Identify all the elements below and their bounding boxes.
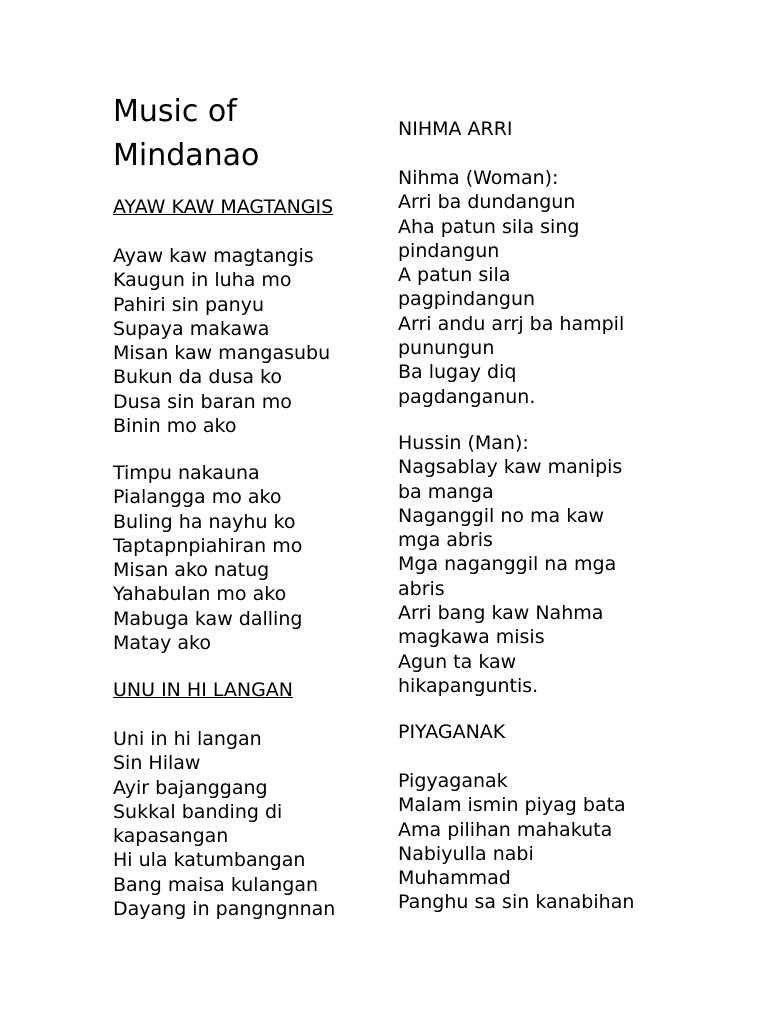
lyric-line: Matay ako [113, 632, 212, 655]
lyric-line: Ayaw kaw magtangis [113, 245, 314, 267]
lyric-line: Dayang in pangngnnan [113, 898, 336, 921]
lyric-line: mga abris [398, 529, 493, 552]
lyric-line: pindangun [398, 239, 500, 262]
lyric-line: Timpu nakauna [113, 462, 260, 484]
lyric-line: Malam ismin piyag bata [398, 794, 626, 817]
title-line: Mindanao [113, 138, 260, 173]
lyric-line: Mga naganggil na mga [398, 553, 617, 576]
lyric-line: Ba lugay diq [398, 361, 517, 384]
lyric-line: Sin Hilaw [113, 752, 201, 775]
lyric-line: Buling ha nayhu ko [113, 510, 296, 533]
lyric-line: Nagsablay kaw manipis [398, 456, 623, 479]
stanza [398, 769, 634, 915]
stanza [113, 727, 335, 921]
lyric-line: Ama pilihan mahakuta [398, 818, 613, 841]
lyric-line: Mabuga kaw dalling [113, 607, 303, 630]
speaker-label: Hussin (Man): [398, 432, 529, 454]
document-title [113, 90, 259, 178]
lyric-line: Ayir bajanggang [113, 776, 268, 799]
lyric-line: kapasangan [113, 825, 229, 848]
lyric-line: punungun [398, 337, 495, 360]
lyric-line: Misan ako natug [113, 559, 270, 582]
lyric-line: Dusa sin baran mo [113, 390, 292, 413]
lyric-line: pagpindangun [398, 288, 536, 311]
song-title-unu-in-hi-langan: UNU IN HI LANGAN [113, 679, 294, 701]
stanza [113, 461, 302, 655]
stanza [113, 244, 330, 438]
stanza-man [398, 431, 622, 698]
lyric-line: Naganggil no ma kaw [398, 504, 605, 527]
lyric-line: Sukkal banding di [113, 800, 283, 823]
lyric-line: A patun sila [398, 264, 511, 287]
lyric-line: Bukun da dusa ko [113, 366, 282, 389]
lyric-line: Muhammad [398, 867, 511, 890]
lyric-line: abris [398, 577, 445, 600]
lyric-line: Supaya makawa [113, 317, 270, 340]
lyric-line: hikapanguntis. [398, 674, 539, 697]
lyric-line: Bang maisa kulangan [113, 873, 319, 896]
speaker-label: Nihma (Woman): [398, 167, 559, 189]
title-line: Music of [113, 94, 237, 129]
lyric-line: Pigyaganak [398, 770, 508, 792]
lyric-line: Agun ta kaw [398, 650, 517, 673]
lyric-line: ba manga [398, 480, 494, 503]
lyric-line: Nabiyulla nabi [398, 842, 534, 865]
lyric-line: Taptapnpiahiran mo [113, 534, 303, 557]
lyric-line: pagdanganun. [398, 385, 536, 408]
lyric-line: Arri andu arrj ba hampil [398, 312, 625, 335]
lyric-line: Uni in hi langan [113, 728, 262, 750]
lyric-line: Aha patun sila sing [398, 215, 580, 238]
lyric-line: Yahabulan mo ako [113, 583, 287, 606]
lyric-line: Pahiri sin panyu [113, 293, 264, 316]
song-title-nihma-arri: NIHMA ARRI [398, 118, 513, 140]
lyric-line: Arri bang kaw Nahma [398, 602, 604, 625]
stanza-woman [398, 166, 624, 409]
lyric-line: Kaugun in luha mo [113, 269, 292, 292]
lyric-line: Binin mo ako [113, 415, 237, 438]
lyric-line: Pialangga mo ako [113, 486, 282, 509]
lyric-line: Arri ba dundangun [398, 191, 576, 214]
lyric-line: Misan kaw mangasubu [113, 342, 331, 365]
lyric-line: Panghu sa sin kanabihan [398, 891, 635, 914]
song-title-piyaganak: PIYAGANAK [398, 721, 506, 743]
song-title-ayaw-kaw-magtangis: AYAW KAW MAGTANGIS [113, 196, 334, 218]
lyric-line: Hi ula katumbangan [113, 849, 306, 872]
lyric-line: magkawa misis [398, 626, 545, 649]
